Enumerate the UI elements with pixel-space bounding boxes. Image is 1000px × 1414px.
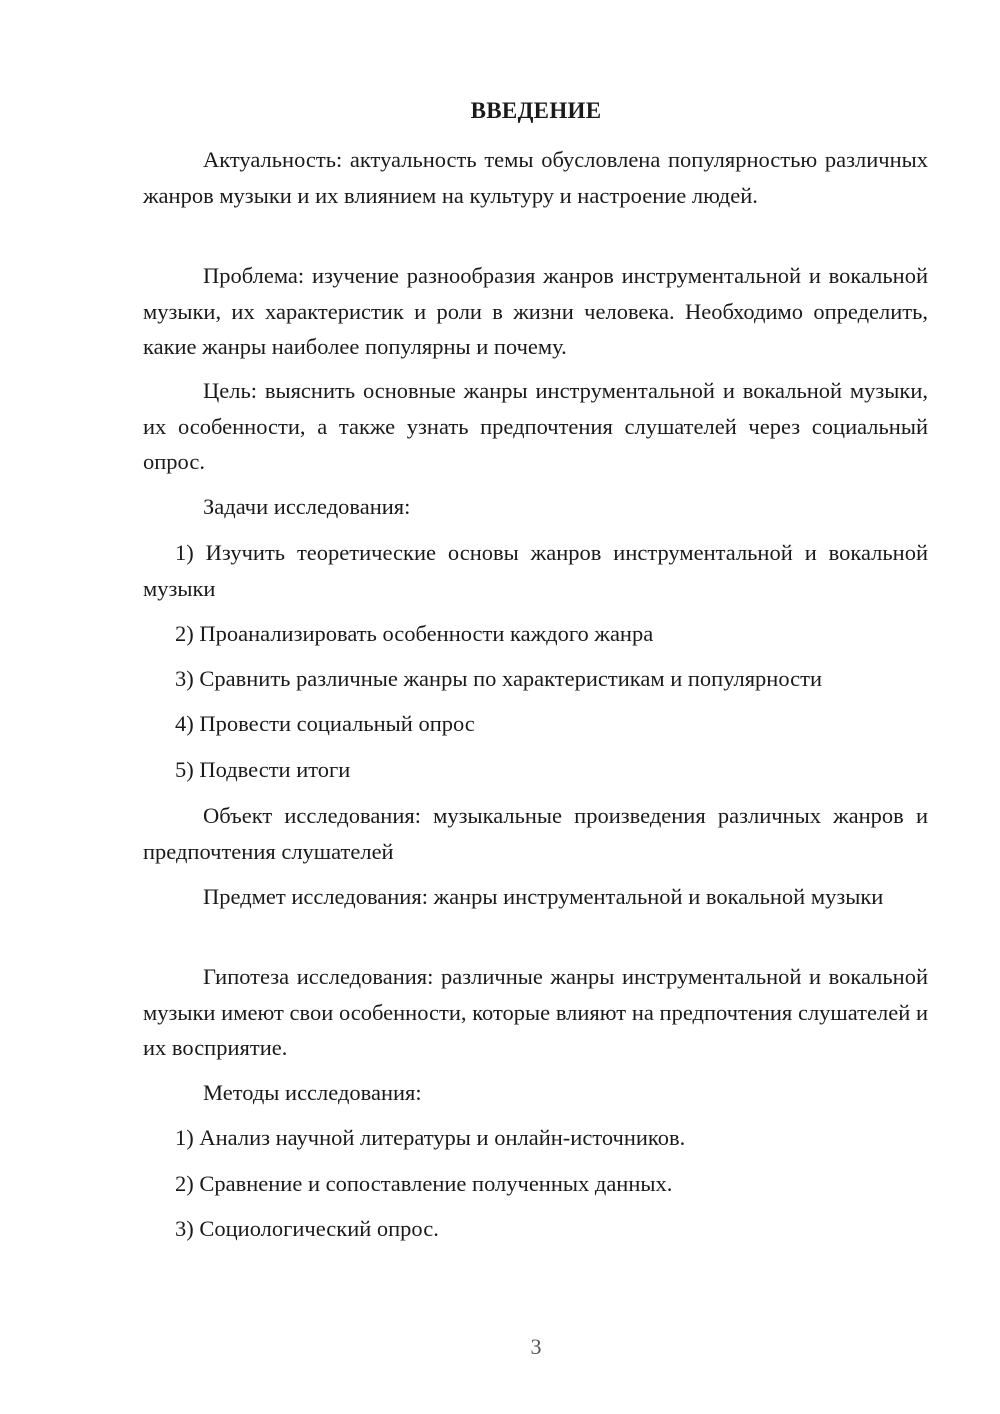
- methods-heading: Методы исследования:: [203, 1080, 422, 1105]
- task-item-4: 4) Провести социальный опрос: [175, 711, 475, 736]
- task-item-1: 1) Изучить теоретические основы жанров инструментальной и вокальной музыки: [143, 540, 928, 601]
- paragraph-actuality: Актуальность: актуальность темы обусловлена популярностью различных жанров музыки и их влиянием на культуру и настроение людей.: [143, 147, 928, 208]
- task-item-2: 2) Проанализировать особенности каждого жанра: [175, 621, 654, 646]
- page-title: ВВЕДЕНИЕ: [470, 98, 602, 123]
- paragraph-problem: Проблема: изучение разнообразия жанров инструментальной и вокальной музыки, их характеристик и роли в жизни человека. Необходимо определить, какие жанры наиболее популярны и почему.: [143, 263, 928, 359]
- tasks-heading: Задачи исследования:: [203, 494, 411, 519]
- task-item-3: 3) Сравнить различные жанры по характеристикам и популярности: [175, 666, 823, 691]
- method-item-1: 1) Анализ научной литературы и онлайн-источников.: [175, 1125, 686, 1150]
- paragraph-object: Объект исследования: музыкальные произведения различных жанров и предпочтения слушателей: [143, 803, 928, 864]
- page-number: 3: [530, 1334, 542, 1359]
- paragraph-goal: Цель: выяснить основные жанры инструментальной и вокальной музыки, их особенности, а также узнать предпочтения слушателей через социальный опрос.: [143, 378, 928, 474]
- method-item-3: 3) Социологический опрос.: [175, 1216, 439, 1241]
- task-item-5: 5) Подвести итоги: [175, 757, 351, 782]
- paragraph-subject: Предмет исследования: жанры инструментальной и вокальной музыки: [203, 884, 884, 909]
- method-item-2: 2) Сравнение и сопоставление полученных данных.: [175, 1171, 673, 1196]
- paragraph-hypothesis: Гипотеза исследования: различные жанры инструментальной и вокальной музыки имеют свои особенности, которые влияют на предпочтения слушателей и их восприятие.: [143, 964, 928, 1060]
